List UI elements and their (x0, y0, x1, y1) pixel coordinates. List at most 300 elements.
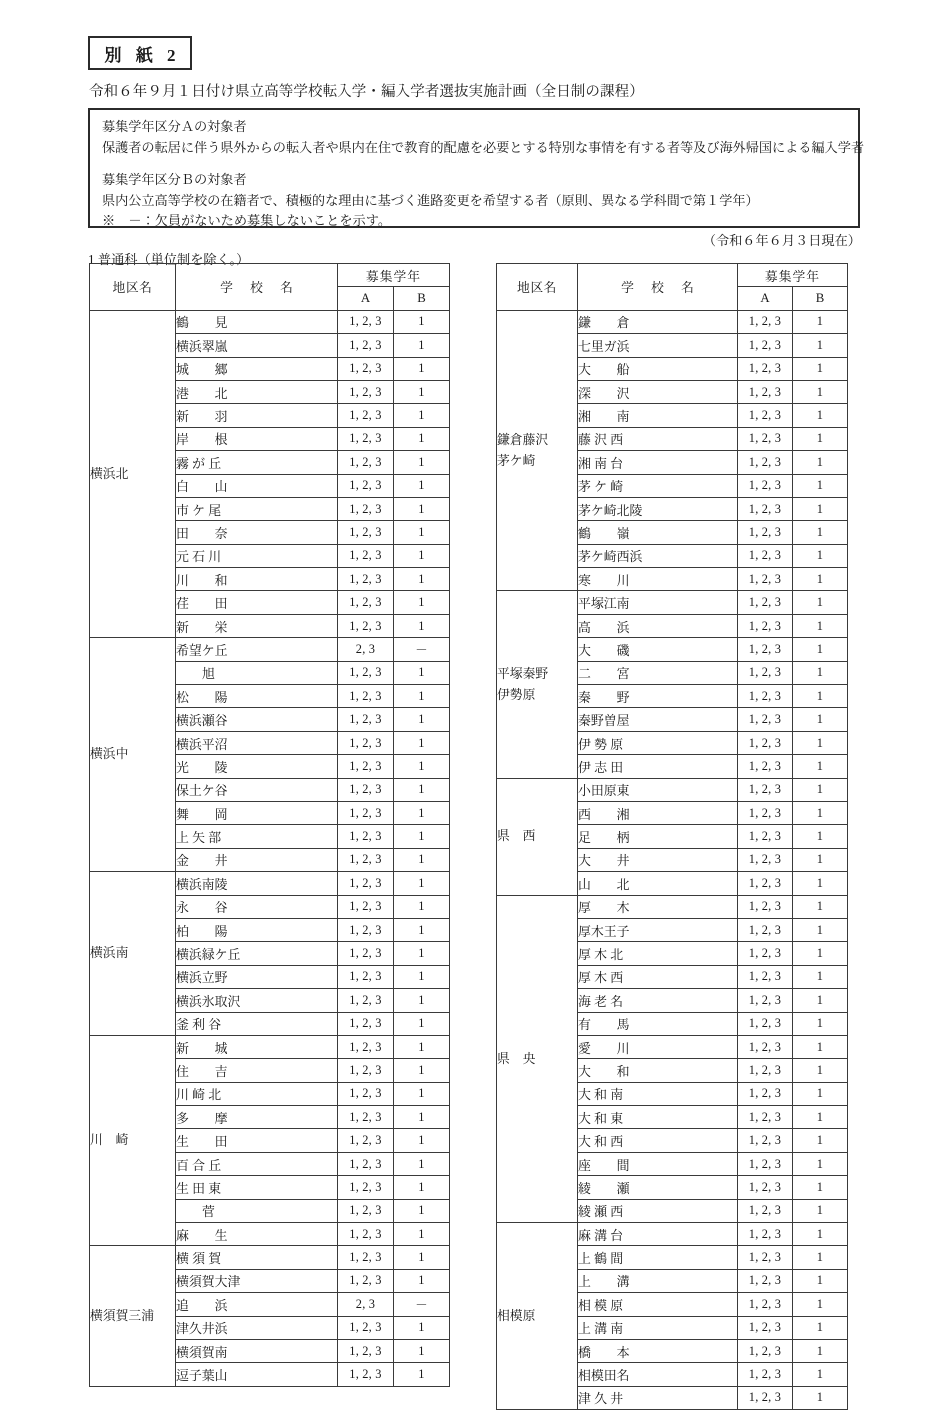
district-name-line: 平塚秦野 (497, 667, 549, 682)
grade-b-cell: 1 (394, 380, 450, 403)
grade-b-cell: 1 (793, 848, 848, 871)
grade-b-cell: 1 (394, 989, 450, 1012)
grade-b-cell: 1 (394, 474, 450, 497)
grade-a-cell: 1, 2, 3 (738, 427, 793, 450)
district-name-cell (497, 1223, 578, 1410)
grade-a-cell: 1, 2, 3 (338, 661, 394, 684)
table-head-right (497, 264, 848, 311)
school-name-cell: 茅 ケ 崎 (578, 474, 738, 497)
notice-line-b-heading: 募集学年区分Ｂの対象者 (102, 172, 247, 187)
school-name-cell: 二 宮 (578, 661, 738, 684)
district-name-cell (497, 778, 578, 895)
grade-b-cell: 1 (394, 451, 450, 474)
grade-a-cell: 1, 2, 3 (738, 708, 793, 731)
grade-a-cell: 1, 2, 3 (738, 685, 793, 708)
school-name-cell: 光 陵 (176, 755, 338, 778)
school-name-cell: 横浜平沼 (176, 731, 338, 754)
school-name-cell: 厚 木 北 (578, 942, 738, 965)
grade-b-cell: 1 (394, 1152, 450, 1175)
grade-a-cell: 1, 2, 3 (338, 1363, 394, 1386)
grade-a-cell: 1, 2, 3 (338, 801, 394, 824)
school-name-cell: 横須賀大津 (176, 1269, 338, 1292)
grade-a-cell: 1, 2, 3 (338, 591, 394, 614)
section-title: 1 普通科（単位制を除く。） (88, 252, 250, 267)
table-row (90, 872, 450, 895)
grade-b-cell: 1 (394, 1269, 450, 1292)
grade-b-cell: 1 (793, 1316, 848, 1339)
grade-a-cell: 1, 2, 3 (738, 1035, 793, 1058)
school-name-cell: 横浜立野 (176, 965, 338, 988)
school-name-cell: 上 鶴 間 (578, 1246, 738, 1269)
school-name-cell: 上 溝 (578, 1269, 738, 1292)
grade-b-cell: 1 (394, 1223, 450, 1246)
grade-a-cell: 1, 2, 3 (738, 310, 793, 333)
eligibility-notice-box (88, 108, 864, 228)
grade-a-cell: 1, 2, 3 (338, 708, 394, 731)
grade-a-cell: 1, 2, 3 (738, 357, 793, 380)
grade-a-cell: 1, 2, 3 (338, 872, 394, 895)
grade-b-cell: 1 (394, 801, 450, 824)
school-name-cell: 霧 が 丘 (176, 451, 338, 474)
grade-b-cell: 1 (394, 1246, 450, 1269)
school-name-cell: 伊 勢 原 (578, 731, 738, 754)
school-name-cell: 横浜南陵 (176, 872, 338, 895)
grade-a-cell: 1, 2, 3 (738, 1106, 793, 1129)
school-name-cell: 愛 川 (578, 1035, 738, 1058)
grade-a-cell: 1, 2, 3 (338, 614, 394, 637)
grade-a-cell: 2, 3 (338, 638, 394, 661)
grade-b-cell: － (394, 1293, 450, 1316)
district-name-line: 川 崎 (90, 1133, 129, 1148)
school-name-cell: 川 和 (176, 568, 338, 591)
school-name-cell: 茅ケ崎西浜 (578, 544, 738, 567)
school-name-cell: 湘 南 台 (578, 451, 738, 474)
grade-b-cell: 1 (793, 1293, 848, 1316)
grade-b-cell: 1 (394, 848, 450, 871)
grade-b-cell: 1 (793, 357, 848, 380)
district-name-cell (497, 591, 578, 778)
grade-a-cell: 1, 2, 3 (338, 521, 394, 544)
grade-b-cell: 1 (793, 638, 848, 661)
school-name-cell: 湘 南 (578, 404, 738, 427)
grade-a-cell: 1, 2, 3 (738, 1012, 793, 1035)
grade-a-cell: 1, 2, 3 (338, 1129, 394, 1152)
school-name-cell: 秦 野 (578, 685, 738, 708)
grade-b-cell: 1 (793, 591, 848, 614)
header-grade-group: 募集学年 (738, 264, 848, 287)
grade-a-cell: 1, 2, 3 (338, 380, 394, 403)
grade-a-cell: 1, 2, 3 (338, 427, 394, 450)
header-col-b: B (793, 287, 848, 310)
grade-b-cell: 1 (394, 497, 450, 520)
grade-b-cell: 1 (394, 521, 450, 544)
school-name-cell: 座 間 (578, 1152, 738, 1175)
notice-dash-explanation: ※ －：欠員がないため募集しないことを示す。 (102, 213, 392, 228)
grade-a-cell: 1, 2, 3 (738, 404, 793, 427)
table-row (90, 1035, 450, 1058)
school-name-cell: 追 浜 (176, 1293, 338, 1316)
header-row-top (497, 264, 848, 287)
school-name-cell: 元 石 川 (176, 544, 338, 567)
table-body-right (497, 310, 848, 1409)
grade-a-cell: 1, 2, 3 (738, 1363, 793, 1386)
table-row (90, 1246, 450, 1269)
school-name-cell: 松 陽 (176, 685, 338, 708)
bessi-label-text: 別 紙 2 (104, 45, 181, 65)
district-name-line: 横浜中 (90, 747, 129, 762)
school-name-cell: 田 奈 (176, 521, 338, 544)
school-name-cell: 西 湘 (578, 801, 738, 824)
grade-b-cell: 1 (793, 778, 848, 801)
table-row (497, 310, 848, 333)
grade-a-cell: 1, 2, 3 (738, 918, 793, 941)
grade-a-cell: 1, 2, 3 (738, 1386, 793, 1409)
school-name-cell: 寒 川 (578, 568, 738, 591)
grade-b-cell: 1 (793, 895, 848, 918)
school-name-cell: 上 矢 部 (176, 825, 338, 848)
header-area: 地区名 (497, 264, 578, 311)
grade-b-cell: 1 (394, 1339, 450, 1362)
grade-a-cell: 1, 2, 3 (338, 1152, 394, 1175)
school-name-cell: 津 久 井 (578, 1386, 738, 1409)
grade-b-cell: 1 (793, 1129, 848, 1152)
grade-b-cell: 1 (394, 965, 450, 988)
grade-a-cell: 1, 2, 3 (738, 568, 793, 591)
grade-a-cell: 1, 2, 3 (738, 521, 793, 544)
schedule-table-right (496, 263, 848, 1410)
grade-b-cell: 1 (793, 661, 848, 684)
grade-b-cell: 1 (793, 380, 848, 403)
table-row (497, 895, 848, 918)
grade-a-cell: 1, 2, 3 (738, 1152, 793, 1175)
header-col-a: A (338, 287, 394, 310)
grade-a-cell: 1, 2, 3 (738, 989, 793, 1012)
table-row (497, 1223, 848, 1246)
school-name-cell: 鶴 見 (176, 310, 338, 333)
bessi-label-box (88, 36, 192, 70)
school-name-cell: 横浜瀬谷 (176, 708, 338, 731)
grade-a-cell: 1, 2, 3 (338, 965, 394, 988)
school-name-cell: 舞 岡 (176, 801, 338, 824)
grade-a-cell: 1, 2, 3 (338, 825, 394, 848)
grade-a-cell: 1, 2, 3 (738, 638, 793, 661)
grade-b-cell: 1 (394, 755, 450, 778)
grade-b-cell: 1 (394, 1082, 450, 1105)
grade-a-cell: 1, 2, 3 (738, 1176, 793, 1199)
school-name-cell: 市 ケ 尾 (176, 497, 338, 520)
header-row-top (90, 264, 450, 287)
grade-b-cell: 1 (394, 1012, 450, 1035)
school-name-cell: 七里ガ浜 (578, 334, 738, 357)
school-name-cell: 小田原東 (578, 778, 738, 801)
grade-b-cell: 1 (394, 661, 450, 684)
grade-a-cell: 1, 2, 3 (738, 942, 793, 965)
grade-a-cell: 1, 2, 3 (738, 591, 793, 614)
grade-b-cell: 1 (394, 1176, 450, 1199)
header-grade-group: 募集学年 (338, 264, 450, 287)
notice-line-b-body: 県内公立高等学校の在籍者で、積極的な理由に基づく進路変更を希望する者（原則、異なる学科間で第１学年） (102, 192, 759, 208)
notice-line-a-heading: 募集学年区分Ａの対象者 (102, 119, 247, 134)
school-name-cell: 港 北 (176, 380, 338, 403)
grade-b-cell: 1 (793, 1059, 848, 1082)
school-name-cell: 伊 志 田 (578, 755, 738, 778)
grade-a-cell: 1, 2, 3 (338, 895, 394, 918)
grade-a-cell: 1, 2, 3 (338, 497, 394, 520)
school-name-cell: 厚 木 西 (578, 965, 738, 988)
grade-b-cell: 1 (394, 1035, 450, 1058)
district-name-line: 横須賀三浦 (90, 1308, 154, 1323)
district-name-line: 横浜南 (90, 946, 129, 961)
grade-a-cell: 1, 2, 3 (738, 731, 793, 754)
grade-b-cell: － (394, 638, 450, 661)
school-name-cell: 白 山 (176, 474, 338, 497)
grade-b-cell: 1 (394, 872, 450, 895)
grade-b-cell: 1 (394, 1363, 450, 1386)
school-name-cell: 金 井 (176, 848, 338, 871)
grade-a-cell: 1, 2, 3 (338, 310, 394, 333)
school-name-cell: 山 北 (578, 872, 738, 895)
district-name-line: 県 央 (497, 1051, 536, 1066)
school-name-cell: 大 船 (578, 357, 738, 380)
grade-a-cell: 1, 2, 3 (338, 918, 394, 941)
table-row (90, 310, 450, 333)
school-name-cell: 秦野曽屋 (578, 708, 738, 731)
grade-b-cell: 1 (394, 1316, 450, 1339)
school-name-cell: 橋 本 (578, 1339, 738, 1362)
grade-b-cell: 1 (793, 521, 848, 544)
grade-b-cell: 1 (793, 427, 848, 450)
grade-b-cell: 1 (793, 1363, 848, 1386)
grade-a-cell: 1, 2, 3 (738, 1223, 793, 1246)
grade-b-cell: 1 (793, 825, 848, 848)
grade-a-cell: 1, 2, 3 (738, 825, 793, 848)
grade-b-cell: 1 (793, 544, 848, 567)
table-body-left (90, 310, 450, 1386)
grade-a-cell: 1, 2, 3 (738, 474, 793, 497)
grade-a-cell: 1, 2, 3 (738, 1199, 793, 1222)
grade-b-cell: 1 (793, 989, 848, 1012)
grade-b-cell: 1 (793, 708, 848, 731)
district-name-line: 伊勢原 (497, 687, 536, 702)
school-name-cell: 大 和 西 (578, 1129, 738, 1152)
school-name-cell: 岸 根 (176, 427, 338, 450)
school-name-cell: 綾 瀬 (578, 1176, 738, 1199)
grade-b-cell: 1 (394, 614, 450, 637)
district-name-cell (90, 638, 176, 872)
grade-b-cell: 1 (394, 1106, 450, 1129)
grade-a-cell: 1, 2, 3 (338, 1199, 394, 1222)
header-area: 地区名 (90, 264, 176, 311)
grade-a-cell: 1, 2, 3 (738, 1293, 793, 1316)
header-col-b: B (394, 287, 450, 310)
grade-a-cell: 1, 2, 3 (338, 1339, 394, 1362)
school-name-cell: 荏 田 (176, 591, 338, 614)
table-row (497, 778, 848, 801)
school-name-cell: 麻 生 (176, 1223, 338, 1246)
school-name-cell: 相模田名 (578, 1363, 738, 1386)
grade-b-cell: 1 (394, 778, 450, 801)
grade-a-cell: 2, 3 (338, 1293, 394, 1316)
grade-a-cell: 1, 2, 3 (738, 544, 793, 567)
grade-b-cell: 1 (394, 1199, 450, 1222)
school-name-cell: 釜 利 谷 (176, 1012, 338, 1035)
grade-b-cell: 1 (793, 1223, 848, 1246)
grade-b-cell: 1 (793, 1386, 848, 1409)
grade-b-cell: 1 (793, 942, 848, 965)
grade-a-cell: 1, 2, 3 (738, 848, 793, 871)
grade-b-cell: 1 (793, 1152, 848, 1175)
school-name-cell: 希望ケ丘 (176, 638, 338, 661)
district-name-cell (90, 872, 176, 1036)
grade-a-cell: 1, 2, 3 (338, 1082, 394, 1105)
school-name-cell: 横須賀南 (176, 1339, 338, 1362)
district-name-cell (90, 1035, 176, 1246)
school-name-cell: 菅 (176, 1199, 338, 1222)
grade-b-cell: 1 (394, 731, 450, 754)
grade-a-cell: 1, 2, 3 (738, 1316, 793, 1339)
grade-b-cell: 1 (793, 755, 848, 778)
grade-b-cell: 1 (394, 825, 450, 848)
grade-a-cell: 1, 2, 3 (738, 755, 793, 778)
school-name-cell: 鶴 嶺 (578, 521, 738, 544)
grade-a-cell: 1, 2, 3 (738, 1129, 793, 1152)
school-name-cell: 深 沢 (578, 380, 738, 403)
grade-a-cell: 1, 2, 3 (338, 755, 394, 778)
grade-b-cell: 1 (394, 591, 450, 614)
grade-b-cell: 1 (394, 895, 450, 918)
grade-a-cell: 1, 2, 3 (738, 661, 793, 684)
grade-a-cell: 1, 2, 3 (338, 1059, 394, 1082)
school-name-cell: 大 磯 (578, 638, 738, 661)
school-name-cell: 海 老 名 (578, 989, 738, 1012)
grade-b-cell: 1 (793, 1269, 848, 1292)
grade-b-cell: 1 (394, 1129, 450, 1152)
school-name-cell: 厚 木 (578, 895, 738, 918)
grade-b-cell: 1 (394, 685, 450, 708)
grade-b-cell: 1 (394, 357, 450, 380)
grade-a-cell: 1, 2, 3 (738, 380, 793, 403)
school-name-cell: 津久井浜 (176, 1316, 338, 1339)
school-name-cell: 上 溝 南 (578, 1316, 738, 1339)
schedule-table-left (89, 263, 450, 1387)
grade-b-cell: 1 (793, 1082, 848, 1105)
school-name-cell: 保土ケ谷 (176, 778, 338, 801)
school-name-cell: 永 谷 (176, 895, 338, 918)
grade-b-cell: 1 (394, 1059, 450, 1082)
grade-a-cell: 1, 2, 3 (338, 568, 394, 591)
school-name-cell: 新 城 (176, 1035, 338, 1058)
grade-b-cell: 1 (793, 1199, 848, 1222)
grade-a-cell: 1, 2, 3 (738, 334, 793, 357)
grade-b-cell: 1 (394, 404, 450, 427)
grade-b-cell: 1 (793, 1339, 848, 1362)
school-name-cell: 城 郷 (176, 357, 338, 380)
school-name-cell: 綾 瀬 西 (578, 1199, 738, 1222)
table-row (90, 638, 450, 661)
school-name-cell: 鎌 倉 (578, 310, 738, 333)
district-name-cell (90, 1246, 176, 1386)
district-name-cell (497, 895, 578, 1222)
grade-a-cell: 1, 2, 3 (338, 731, 394, 754)
grade-b-cell: 1 (793, 1176, 848, 1199)
grade-a-cell: 1, 2, 3 (738, 872, 793, 895)
table-row (497, 591, 848, 614)
school-name-cell: 新 栄 (176, 614, 338, 637)
grade-b-cell: 1 (793, 1012, 848, 1035)
grade-a-cell: 1, 2, 3 (738, 778, 793, 801)
grade-b-cell: 1 (793, 872, 848, 895)
grade-a-cell: 1, 2, 3 (738, 451, 793, 474)
grade-b-cell: 1 (793, 310, 848, 333)
grade-a-cell: 1, 2, 3 (338, 334, 394, 357)
grade-b-cell: 1 (394, 918, 450, 941)
school-name-cell: 住 吉 (176, 1059, 338, 1082)
grade-a-cell: 1, 2, 3 (738, 1246, 793, 1269)
grade-a-cell: 1, 2, 3 (338, 1176, 394, 1199)
school-name-cell: 足 柄 (578, 825, 738, 848)
grade-a-cell: 1, 2, 3 (738, 801, 793, 824)
grade-b-cell: 1 (394, 310, 450, 333)
grade-a-cell: 1, 2, 3 (338, 1269, 394, 1292)
grade-a-cell: 1, 2, 3 (338, 848, 394, 871)
table-head-left (90, 264, 450, 311)
grade-a-cell: 1, 2, 3 (338, 1316, 394, 1339)
school-name-cell: 百 合 丘 (176, 1152, 338, 1175)
grade-a-cell: 1, 2, 3 (338, 1223, 394, 1246)
school-name-cell: 藤 沢 西 (578, 427, 738, 450)
school-name-cell: 大 井 (578, 848, 738, 871)
grade-b-cell: 1 (394, 334, 450, 357)
school-name-cell: 大 和 東 (578, 1106, 738, 1129)
grade-a-cell: 1, 2, 3 (338, 685, 394, 708)
school-name-cell: 川 崎 北 (176, 1082, 338, 1105)
grade-a-cell: 1, 2, 3 (338, 451, 394, 474)
as-of-date: （令和６年６月３日現在） (702, 233, 861, 248)
grade-b-cell: 1 (793, 404, 848, 427)
grade-a-cell: 1, 2, 3 (338, 544, 394, 567)
grade-a-cell: 1, 2, 3 (738, 1082, 793, 1105)
grade-b-cell: 1 (394, 708, 450, 731)
school-name-cell: 有 馬 (578, 1012, 738, 1035)
school-name-cell: 横浜氷取沢 (176, 989, 338, 1012)
grade-a-cell: 1, 2, 3 (338, 778, 394, 801)
grade-a-cell: 1, 2, 3 (338, 1035, 394, 1058)
school-name-cell: 平塚江南 (578, 591, 738, 614)
grade-b-cell: 1 (793, 918, 848, 941)
grade-a-cell: 1, 2, 3 (738, 497, 793, 520)
district-name-line: 県 西 (497, 829, 536, 844)
school-name-cell: 新 羽 (176, 404, 338, 427)
grade-a-cell: 1, 2, 3 (338, 1246, 394, 1269)
grade-b-cell: 1 (793, 965, 848, 988)
grade-b-cell: 1 (793, 685, 848, 708)
school-name-cell: 高 浜 (578, 614, 738, 637)
school-name-cell: 茅ケ崎北陵 (578, 497, 738, 520)
header-school: 学 校 名 (176, 264, 338, 311)
school-name-cell: 厚木王子 (578, 918, 738, 941)
grade-a-cell: 1, 2, 3 (738, 1339, 793, 1362)
school-name-cell: 大 和 (578, 1059, 738, 1082)
grade-b-cell: 1 (394, 427, 450, 450)
district-name-cell (497, 310, 578, 591)
grade-a-cell: 1, 2, 3 (338, 404, 394, 427)
grade-b-cell: 1 (793, 568, 848, 591)
district-name-cell (90, 310, 176, 637)
grade-b-cell: 1 (793, 614, 848, 637)
grade-b-cell: 1 (793, 731, 848, 754)
grade-b-cell: 1 (394, 544, 450, 567)
grade-a-cell: 1, 2, 3 (338, 1106, 394, 1129)
